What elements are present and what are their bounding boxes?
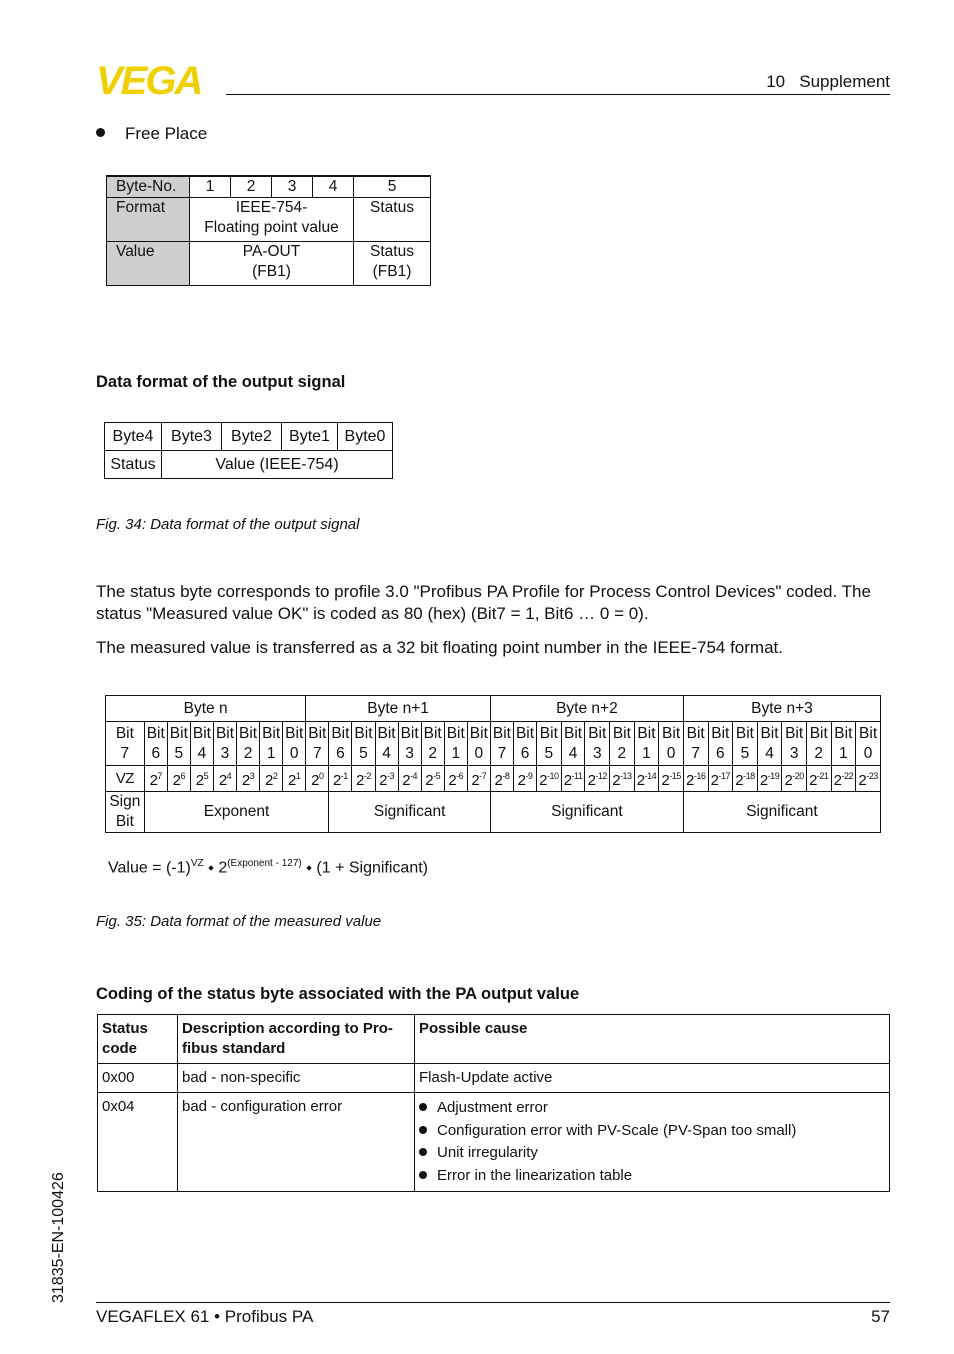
significant-cell: Significant — [490, 792, 683, 833]
logo-text: VEGA — [96, 62, 202, 98]
paragraph: The status byte corresponds to profile 3.0 "Profibus PA Profile for Process Control Devices" coded. The status "Measured value OK" is coded as 80 (hex) (Bit7 = 1, Bit6 … 0 = 0). — [96, 582, 871, 623]
format-value: IEEE-754- Floating point value — [190, 198, 354, 242]
bit-cell: Bit 6 — [708, 722, 733, 766]
section-title: Coding of the status byte associated with the PA output value — [96, 985, 580, 1003]
power-cell: $2^{-22}$ — [831, 766, 856, 792]
bit-cell: Bit 3 — [782, 722, 807, 766]
byte-cell: Byte2 — [222, 423, 282, 451]
figure-caption: Fig. 34: Data format of the output signal — [96, 516, 360, 533]
bit-cell: Bit 1 — [831, 722, 856, 766]
status-cell: Status — [105, 451, 162, 479]
byte-col: 2 — [231, 176, 272, 198]
power-cell: $2^{-16}$ — [683, 766, 708, 792]
header-possible-cause: Possible cause — [415, 1015, 890, 1064]
table-row — [98, 1064, 890, 1093]
bit-cell: Bit 6 — [144, 722, 167, 766]
page-number: 57 — [871, 1307, 890, 1326]
possible-cause-list — [415, 1093, 890, 1192]
document-code: 31835-EN-100426 — [50, 1172, 67, 1303]
bit-cell: Bit 7 — [490, 722, 513, 766]
bit-cell: Bit 1 — [260, 722, 283, 766]
bit-cell: Bit 1 — [634, 722, 659, 766]
power-cell: $2^{-4}$ — [398, 766, 421, 792]
footer-rule — [96, 1302, 890, 1303]
list-item: Adjustment error — [419, 1097, 885, 1120]
bit-cell: Bit 7 — [683, 722, 708, 766]
table-row — [98, 1093, 890, 1192]
bit-cell: Bit 4 — [757, 722, 782, 766]
power-cell: $2^{-8}$ — [490, 766, 513, 792]
bit-cell: Bit 0 — [856, 722, 881, 766]
significant-cell: Significant — [683, 792, 880, 833]
bullet-icon — [419, 1171, 427, 1179]
byte-col: 1 — [190, 176, 231, 198]
byte-header: Byte n+2 — [490, 696, 683, 722]
power-cell: $2^{-23}$ — [856, 766, 881, 792]
power-cell: $2^{-20}$ — [782, 766, 807, 792]
bit-cell: Bit 4 — [375, 722, 398, 766]
power-cell: $2^{-3}$ — [375, 766, 398, 792]
list-item: Unit irregularity — [419, 1142, 885, 1165]
power-cell: $2^{-11}$ — [561, 766, 585, 792]
bit-cell: Bit 7 — [306, 722, 329, 766]
possible-cause: Flash-Update active — [415, 1064, 890, 1093]
byte-col: 5 — [354, 176, 431, 198]
output-format-table — [104, 422, 393, 479]
significant-cell: Significant — [329, 792, 491, 833]
header-description: Description according to Pro- fibus standard — [178, 1015, 415, 1064]
sign-bit-cell: Sign Bit — [106, 792, 145, 833]
format-label: Format — [107, 198, 190, 242]
bit-cell: Bit 0 — [283, 722, 306, 766]
list-item: Configuration error with PV-Scale (PV-Span too small) — [419, 1120, 885, 1143]
bullet-icon — [419, 1103, 427, 1111]
byte-no-label: Byte-No. — [107, 176, 190, 198]
power-cell: $2^{-12}$ — [585, 766, 610, 792]
status-code: 0x04 — [98, 1093, 178, 1192]
byte-cell: Byte3 — [162, 423, 222, 451]
bullet-icon — [96, 128, 105, 137]
figure-caption: Fig. 35: Data format of the measured value — [96, 913, 382, 930]
power-cell: $2^{-5}$ — [421, 766, 444, 792]
section-heading: 10 Supplement — [766, 72, 890, 91]
byte-col: 4 — [313, 176, 354, 198]
bit-cell: Bit 3 — [213, 722, 236, 766]
power-cell: $2^{-10}$ — [537, 766, 562, 792]
description: bad - non-specific — [178, 1064, 415, 1093]
power-cell: $2^{-7}$ — [467, 766, 490, 792]
vega-logo — [96, 62, 220, 98]
value-value: PA-OUT (FB1) — [190, 242, 354, 286]
power-cell: $2^{-13}$ — [610, 766, 635, 792]
power-cell: $2^5$ — [190, 766, 213, 792]
format-status: Status — [354, 198, 431, 242]
power-cell: $2^{-21}$ — [806, 766, 831, 792]
status-code: 0x00 — [98, 1064, 178, 1093]
power-cell: $2^6$ — [167, 766, 190, 792]
byte-header: Byte n+3 — [683, 696, 880, 722]
power-cell: $2^{-19}$ — [757, 766, 782, 792]
header-status-code: Status code — [98, 1015, 178, 1064]
byte-cell: Byte0 — [338, 423, 393, 451]
bit-cell: Bit 4 — [190, 722, 213, 766]
byte-header: Byte n+1 — [306, 696, 491, 722]
byte-table — [106, 175, 431, 286]
byte-col: 3 — [272, 176, 313, 198]
power-cell: $2^1$ — [283, 766, 306, 792]
power-cell: $2^0$ — [306, 766, 329, 792]
bit-cell: Bit 6 — [329, 722, 352, 766]
power-cell: $2^{-17}$ — [708, 766, 733, 792]
bit-layout-table — [105, 695, 881, 833]
power-cell: $2^{-18}$ — [733, 766, 758, 792]
power-cell: $2^2$ — [260, 766, 283, 792]
bit-cell: Bit 6 — [513, 722, 536, 766]
value-label: Value — [107, 242, 190, 286]
bit-cell: Bit 2 — [421, 722, 444, 766]
byte-cell: Byte1 — [282, 423, 338, 451]
bit-cell: Bit 7 — [106, 722, 145, 766]
status-coding-table — [97, 1014, 890, 1192]
byte-cell: Byte4 — [105, 423, 162, 451]
section-title: Data format of the output signal — [96, 373, 346, 391]
bit-cell: Bit 2 — [237, 722, 260, 766]
bit-cell: Bit 5 — [352, 722, 375, 766]
bit-cell: Bit 5 — [537, 722, 562, 766]
power-cell: $2^{-9}$ — [513, 766, 536, 792]
power-cell: $2^4$ — [213, 766, 236, 792]
exponent-cell: Exponent — [144, 792, 329, 833]
bit-cell: Bit 2 — [610, 722, 635, 766]
value-cell: Value (IEEE-754) — [162, 451, 393, 479]
free-place-item — [96, 124, 207, 144]
bit-cell: Bit 1 — [444, 722, 467, 766]
bit-cell: Bit 0 — [659, 722, 684, 766]
list-item: Error in the linearization table — [419, 1165, 885, 1188]
bullet-icon — [419, 1148, 427, 1156]
value-status: Status (FB1) — [354, 242, 431, 286]
byte-header: Byte n — [106, 696, 306, 722]
paragraph: The measured value is transferred as a 32 bit floating point number in the IEEE-754 format. — [96, 638, 783, 657]
bit-cell: Bit 3 — [398, 722, 421, 766]
power-cell: $2^{-14}$ — [634, 766, 659, 792]
value-formula: Value = $(-1)^{VZ}$ ⬩ $2^{(Exponent - 127)}$ ⬩ (1 + Significant) — [108, 858, 428, 877]
footer-product: VEGAFLEX 61 • Profibus PA — [96, 1307, 314, 1326]
bit-cell: Bit 2 — [806, 722, 831, 766]
power-cell: $2^7$ — [144, 766, 167, 792]
description: bad - configuration error — [178, 1093, 415, 1192]
bit-cell: Bit 3 — [585, 722, 610, 766]
power-cell: $2^{-6}$ — [444, 766, 467, 792]
power-cell: $2^{-1}$ — [329, 766, 352, 792]
free-place-label: Free Place — [125, 124, 208, 143]
power-cell: $2^{-2}$ — [352, 766, 375, 792]
power-cell: $2^3$ — [237, 766, 260, 792]
vz-cell: VZ — [106, 766, 145, 792]
header-rule — [226, 94, 890, 95]
power-cell: $2^{-15}$ — [659, 766, 684, 792]
bit-cell: Bit 0 — [467, 722, 490, 766]
bit-cell: Bit 5 — [167, 722, 190, 766]
bit-cell: Bit 4 — [561, 722, 585, 766]
bit-cell: Bit 5 — [733, 722, 758, 766]
bullet-icon — [419, 1126, 427, 1134]
